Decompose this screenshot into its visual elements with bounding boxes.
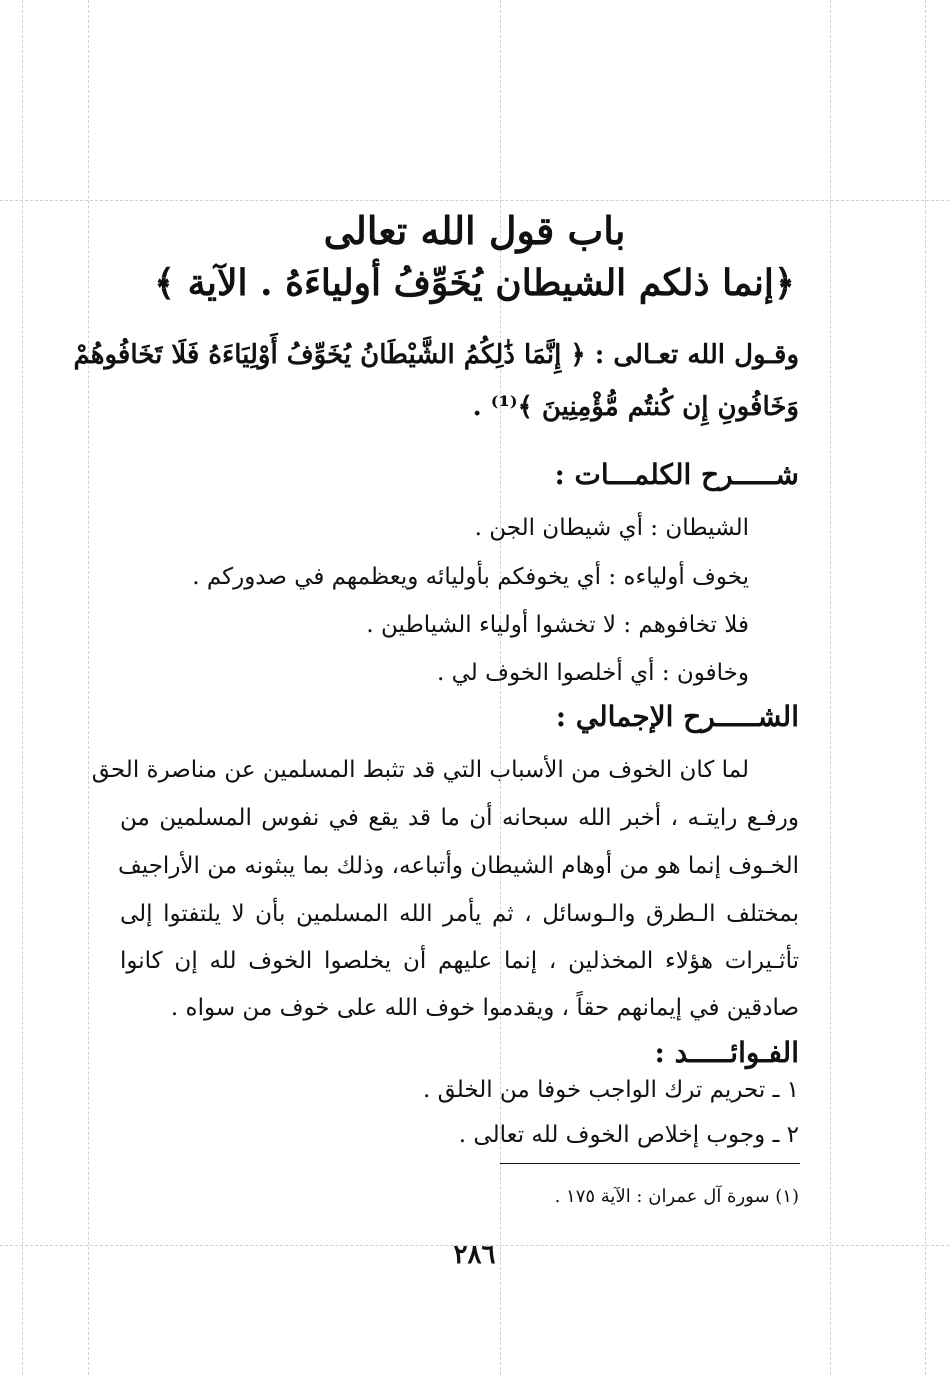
- footnote-separator: [500, 1163, 800, 1164]
- benefit-item: ١ ـ تحريم ترك الواجب خوفا من الخلق .: [422, 1077, 799, 1103]
- footnote: (١) سورة آل عمران : الآية ١٧٥ .: [554, 1186, 799, 1207]
- guide-line: [500, 0, 501, 1375]
- section-heading-benefits: الفـوائـــــد :: [654, 1036, 799, 1069]
- explanation-item: الشيطان : أي شيطان الجن .: [474, 515, 749, 541]
- summary-line: بمختلف الـطرق والـوسائل ، ثم يأمر الله المسلمين بأن لا يلتفتوا إلى: [120, 901, 799, 927]
- chapter-title: باب قول الله تعالى: [323, 208, 626, 253]
- guide-line: [0, 200, 949, 201]
- summary-line: الخـوف إنما هو من أوهام الشيطان وأتباعه، وذلك بما يبثونه من الأراجيف: [117, 853, 799, 879]
- chapter-subtitle: ﴿إنما ذلكم الشيطان يُخَوِّفُ أولياءَهُ . الآية ﴾: [154, 262, 795, 304]
- explanation-item: يخوف أولياءه : أي يخوفكم بأوليائه ويعظمهم في صدوركم .: [192, 564, 749, 590]
- guide-line: [22, 0, 23, 1375]
- explanation-item: فلا تخافوهم : لا تخشوا أولياء الشياطين .: [366, 612, 749, 638]
- explanation-item: وخافون : أي أخلصوا الخوف لي .: [436, 660, 749, 686]
- section-heading-word-explanation: شـــــرح الكلمـــات :: [554, 458, 799, 491]
- guide-line: [925, 0, 926, 1375]
- summary-line: صادقين في إيمانهم حقاً ، ويقدموا خوف الله على خوف من سواه .: [170, 995, 799, 1021]
- guide-line: [88, 0, 89, 1375]
- verse-line-2: وَخَافُونِ إِن كُنتُم مُّؤْمِنِينَ ﴾⁽¹⁾ .: [472, 392, 799, 422]
- page-number: ٢٨٦: [453, 1240, 496, 1270]
- summary-line: تأثـيرات هؤلاء المخذلين ، إنما عليهم أن يخلصوا الخوف لله إن كانوا: [120, 948, 799, 974]
- guide-line: [830, 0, 831, 1375]
- verse-line-1: وقـول الله تعـالى : ﴿ إِنَّمَا ذَٰلِكُمُ الشَّيْطَانُ يُخَوِّفُ أَوْلِيَاءَهُ فَلَا تَخَافُوهُمْ: [73, 340, 799, 370]
- summary-line: لما كان الخوف من الأسباب التي قد تثبط المسلمين عن مناصرة الحق: [91, 757, 749, 783]
- section-heading-summary: الشـــــرح الإجمالي :: [555, 700, 799, 733]
- benefit-item: ٢ ـ وجوب إخلاص الخوف لله تعالى .: [458, 1122, 799, 1148]
- summary-line: ورفـع رايتـه ، أخبر الله سبحانه أن ما قد يقع في نفوس المسلمين من: [120, 805, 799, 831]
